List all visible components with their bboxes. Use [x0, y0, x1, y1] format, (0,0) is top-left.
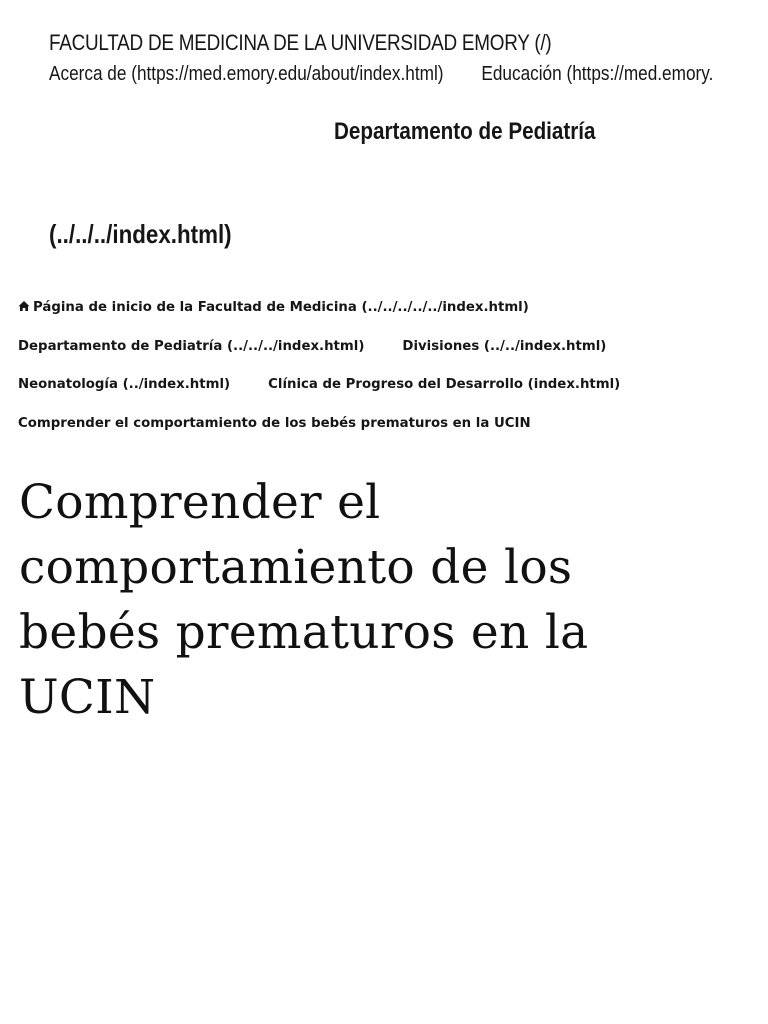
breadcrumb [18, 299, 758, 453]
nav-link-about[interactable]: Acerca de (https://med.emory.edu/about/index.html) [49, 63, 444, 85]
page-title: Comprender el comportamiento de los bebés prematuros en la UCIN [19, 475, 589, 725]
department-home-link[interactable]: (../../../index.html) [49, 219, 232, 249]
breadcrumb-item-neonatology[interactable]: Neonatología (../index.html) [18, 377, 231, 392]
breadcrumb-item-divisions[interactable]: Divisiones (../../index.html) [402, 338, 607, 354]
home-icon [18, 300, 30, 312]
department-title[interactable]: Departamento de Pediatría [334, 118, 596, 145]
breadcrumb-item-development-clinic[interactable]: Clínica de Progreso del Desarrollo (index.html) [268, 377, 621, 392]
breadcrumb-item-label: Página de inicio de la Facultad de Medicina (../../../../../index.html) [33, 300, 529, 315]
breadcrumb-item-school-home[interactable] [18, 299, 529, 316]
site-title-link[interactable]: FACULTAD DE MEDICINA DE LA UNIVERSIDAD EMORY (/) [49, 30, 552, 55]
top-nav [49, 63, 768, 86]
breadcrumb-item-current: Comprender el comportamiento de los bebés prematuros en la UCIN [18, 415, 531, 431]
breadcrumb-item-pediatrics[interactable]: Departamento de Pediatría (../../../index.html) [18, 338, 365, 354]
nav-link-education[interactable]: Educación (https://med.emory. [481, 63, 714, 85]
